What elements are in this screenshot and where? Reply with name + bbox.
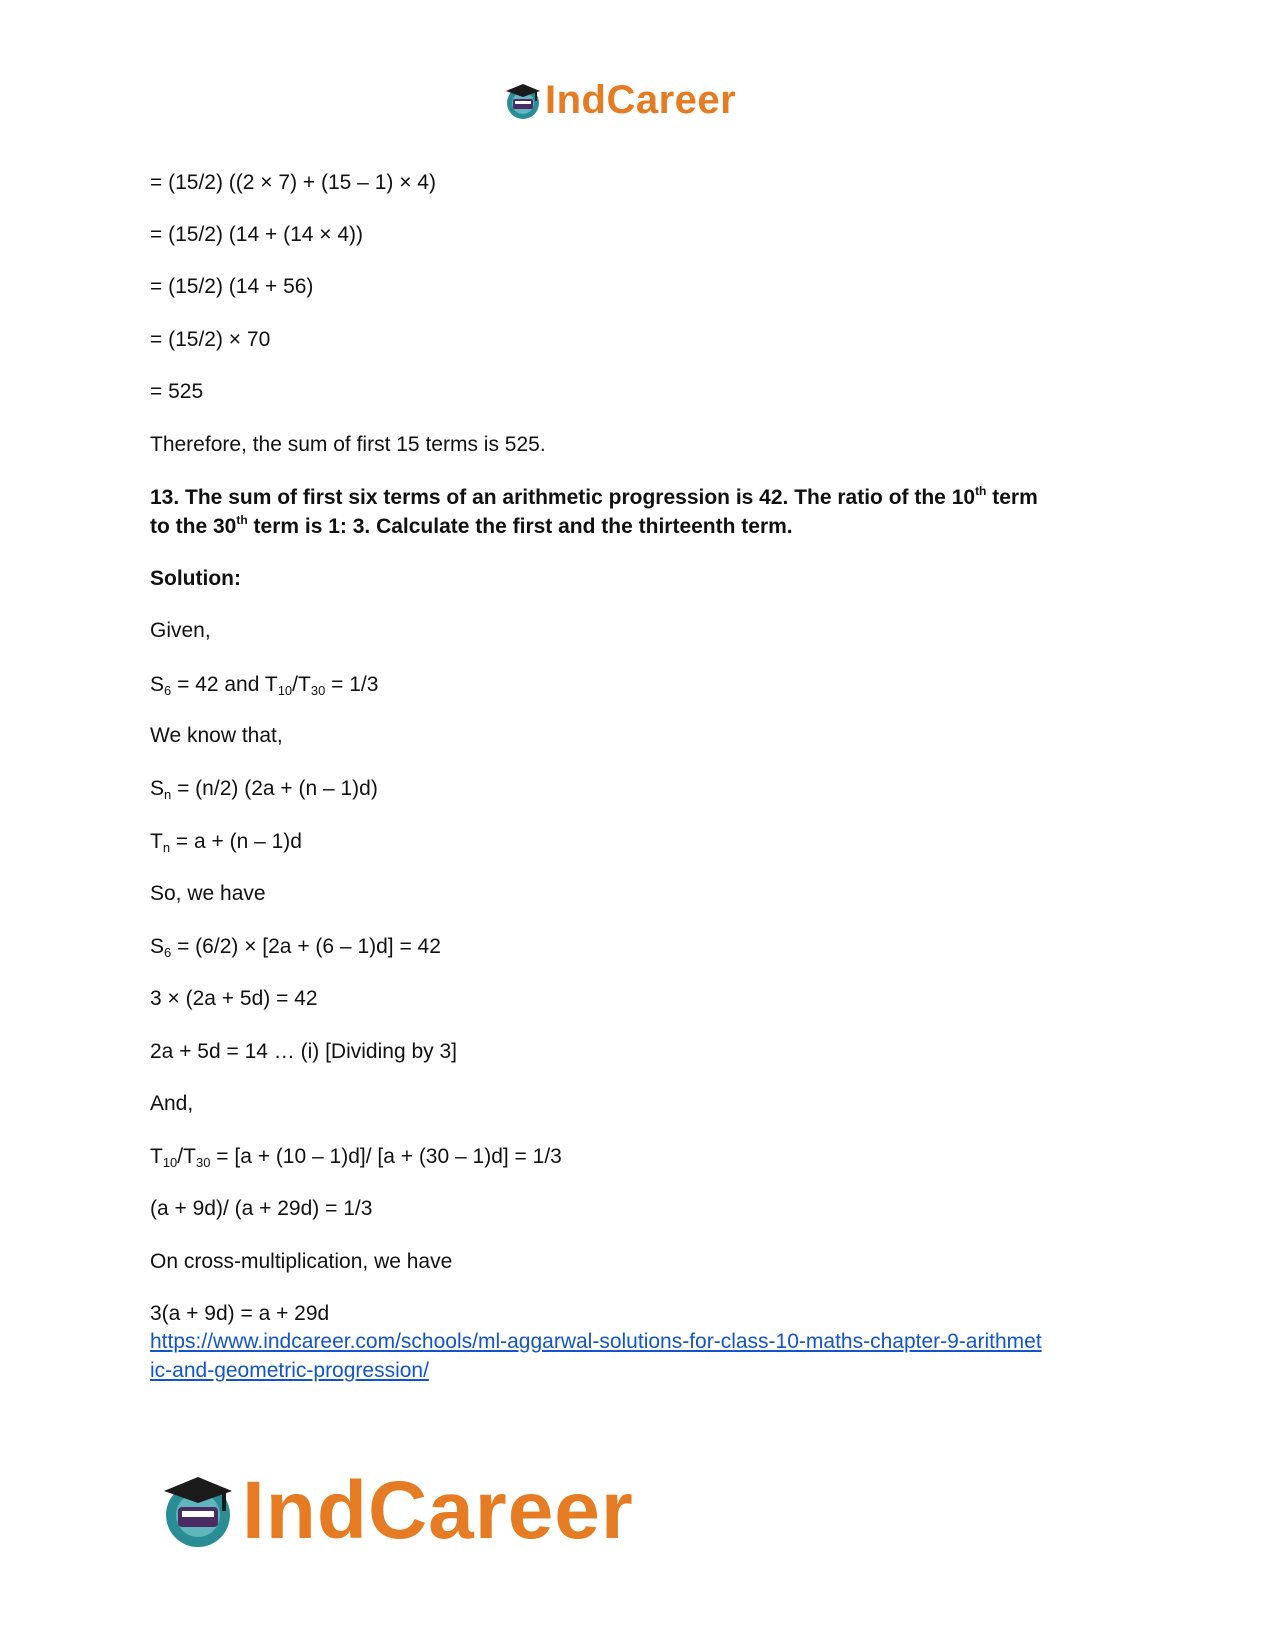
and-label: And, bbox=[150, 1092, 194, 1115]
sum-formula: $S_n = (n/2) (2a + (n - 1)d)$ bbox=[150, 777, 378, 802]
equation-6: 3(a + 9d) = a + 29d bbox=[150, 1302, 330, 1325]
so-we-have: So, we have bbox=[150, 882, 266, 905]
equation-s6: $S_6 = (6/2) \times [2a + (6 - 1)d] = 42$ bbox=[150, 935, 441, 960]
sum-conclusion: Therefore, the sum of first 15 terms is 525. bbox=[150, 433, 546, 456]
calc-line-5: = 525 bbox=[150, 380, 204, 403]
equation-ratio: $T_{10}/T_{30} = [a + (10 - 1)d]/$ [a + (30 – 1)d] = 1/3 bbox=[150, 1145, 562, 1170]
solution-heading: Solution: bbox=[150, 567, 241, 590]
footer-logo bbox=[158, 1464, 634, 1558]
graduation-globe-icon bbox=[158, 1471, 238, 1551]
know-label: We know that, bbox=[150, 724, 283, 747]
calc-line-4: = (15/2) × 70 bbox=[150, 328, 271, 351]
calc-line-1: = (15/2) ((2 × 7) + (15 – 1) × 4) bbox=[150, 171, 436, 194]
equation-5: (a + 9d)/ (a + 29d) = 1/3 bbox=[150, 1197, 373, 1220]
question-13-line-2: to the 30th term is 1: 3. Calculate the first and the thirteenth term. bbox=[150, 513, 793, 538]
given-label: Given, bbox=[150, 619, 211, 642]
cross-mult-label: On cross-multiplication, we have bbox=[150, 1250, 453, 1273]
equation-3: 2a + 5d = 14 … (i) [Dividing by 3] bbox=[150, 1040, 457, 1063]
equation-2: 3 × (2a + 5d) = 42 bbox=[150, 987, 318, 1010]
term-formula: $T_n = a + (n - 1)d$ bbox=[150, 830, 302, 855]
header-logo-text: IndCareer bbox=[545, 78, 737, 122]
footer-logo-text: IndCareer bbox=[242, 1465, 634, 1556]
calc-line-3: = (15/2) (14 + 56) bbox=[150, 275, 314, 298]
source-link-line-1[interactable]: https://www.indcareer.com/schools/ml-aggarwal-solutions-for-class-10-maths-chapter-9-arithmet bbox=[150, 1330, 1042, 1353]
given-values: $S_6 = 42$ and $T_{10}/T_{30} = 1/3$ bbox=[150, 673, 379, 698]
question-13-line-1: 13. The sum of first six terms of an arithmetic progression is 42. The ratio of the 10th term bbox=[150, 484, 1038, 509]
graduation-globe-icon bbox=[503, 81, 543, 121]
header-logo bbox=[503, 78, 736, 123]
source-link-line-2[interactable]: ic-and-geometric-progression/ bbox=[150, 1359, 429, 1382]
calc-line-2: = (15/2) (14 + (14 × 4)) bbox=[150, 223, 364, 246]
